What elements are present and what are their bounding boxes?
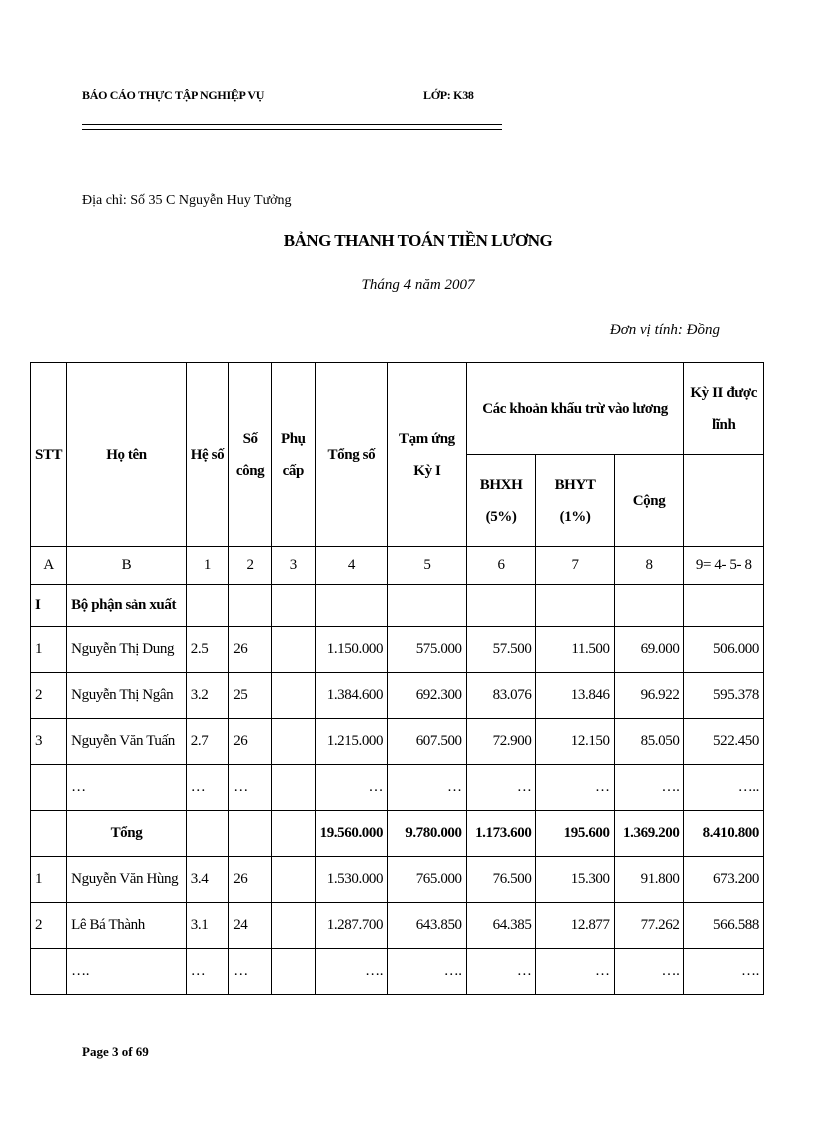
code-cell: 4 [315,547,388,585]
cell [271,719,315,765]
code-cell: 8 [614,547,684,585]
cell: 2 [31,903,67,949]
header-ky-ii: Kỳ II được lĩnh [684,363,764,455]
cell: 2.7 [186,719,228,765]
cell: 1.150.000 [315,627,388,673]
document-title: BẢNG THANH TOÁN TIỀN LƯƠNG [283,231,553,250]
cell: 673.200 [684,857,764,903]
header-tam-ung: Tạm ứng Kỳ I [388,363,467,547]
header-rule-bottom [82,129,502,130]
cell: … [229,765,272,811]
cell: 607.500 [388,719,467,765]
cell: 1 [31,857,67,903]
header-ky-ii-blank [684,455,764,547]
cell: 26 [229,857,272,903]
cell: 11.500 [536,627,614,673]
header-rule-top [82,124,502,125]
table-row [31,719,764,765]
cell [186,811,228,857]
report-header-left: BÁO CÁO THỰC TẬP NGHIỆP VỤ [82,88,265,102]
table-row-ellipsis [31,765,764,811]
payroll-table [30,362,764,995]
cell: Lê Bá Thành [67,903,187,949]
header-so-cong: Số công [229,363,272,547]
header-tong-so: Tổng số [315,363,388,547]
section-name: Bộ phận sản xuất [67,585,187,627]
cell [271,811,315,857]
cell: … [229,949,272,995]
table-row [31,903,764,949]
cell: 575.000 [388,627,467,673]
cell: 19.560.000 [315,811,388,857]
code-cell: B [67,547,187,585]
table-row-ellipsis [31,949,764,995]
header-khau-tru: Các khoản khấu trừ vào lương [466,363,684,455]
cell: 12.877 [536,903,614,949]
table-row [31,673,764,719]
code-cell: 7 [536,547,614,585]
document-subtitle: Tháng 4 năm 2007 [361,277,475,293]
table-row [31,857,764,903]
cell: 1.173.600 [466,811,536,857]
cell: 77.262 [614,903,684,949]
cell: 25 [229,673,272,719]
cell [271,903,315,949]
cell: 1.530.000 [315,857,388,903]
table-row [31,627,764,673]
code-cell: 9= 4- 5- 8 [684,547,764,585]
cell: …. [315,949,388,995]
cell: Nguyễn Thị Dung [67,627,187,673]
cell: ….. [684,765,764,811]
cell: 85.050 [614,719,684,765]
cell: 2.5 [186,627,228,673]
header-bhyt: BHYT (1%) [536,455,614,547]
cell: 3.2 [186,673,228,719]
cell: 643.850 [388,903,467,949]
cell: 72.900 [466,719,536,765]
cell: 595.378 [684,673,764,719]
cell: 76.500 [466,857,536,903]
header-bhxh: BHXH (5%) [466,455,536,547]
cell [31,811,67,857]
header-phu-cap: Phụ cấp [271,363,315,547]
cell: …. [67,949,187,995]
header-ho-ten: Họ tên [67,363,187,547]
cell: 1.287.700 [315,903,388,949]
cell [271,857,315,903]
cell: 69.000 [614,627,684,673]
cell [271,949,315,995]
cell [31,949,67,995]
cell: 26 [229,719,272,765]
cell: 8.410.800 [684,811,764,857]
cell: … [315,765,388,811]
header-cong: Cộng [614,455,684,547]
cell: 3.1 [186,903,228,949]
cell: … [186,765,228,811]
cell: 12.150 [536,719,614,765]
cell [271,673,315,719]
cell: 765.000 [388,857,467,903]
cell [229,811,272,857]
code-cell: 5 [388,547,467,585]
cell: 2 [31,673,67,719]
cell: … [466,949,536,995]
cell: …. [684,949,764,995]
report-header-class: LỚP: K38 [423,88,474,102]
cell: 9.780.000 [388,811,467,857]
cell: 91.800 [614,857,684,903]
cell: 1.369.200 [614,811,684,857]
cell: 692.300 [388,673,467,719]
code-cell: 6 [466,547,536,585]
cell: …. [614,949,684,995]
cell: Nguyễn Văn Tuấn [67,719,187,765]
cell [31,765,67,811]
cell: 1.384.600 [315,673,388,719]
cell: 195.600 [536,811,614,857]
cell: Nguyễn Văn Hùng [67,857,187,903]
section-row [31,585,764,627]
section-stt: I [31,585,67,627]
column-code-row [31,547,764,585]
cell: 83.076 [466,673,536,719]
cell: 13.846 [536,673,614,719]
total-row [31,811,764,857]
cell: Nguyễn Thị Ngân [67,673,187,719]
cell: 26 [229,627,272,673]
cell: … [388,765,467,811]
header-he-so: Hệ số [186,363,228,547]
cell: 1 [31,627,67,673]
cell: 15.300 [536,857,614,903]
header-stt: STT [31,363,67,547]
code-cell: 2 [229,547,272,585]
cell: … [466,765,536,811]
company-address: Địa chỉ: Số 35 C Nguyễn Huy Tưởng [82,193,292,208]
code-cell: A [31,547,67,585]
cell: 24 [229,903,272,949]
cell [271,627,315,673]
cell: 506.000 [684,627,764,673]
cell: …. [388,949,467,995]
cell: … [536,949,614,995]
cell: 64.385 [466,903,536,949]
cell: 3.4 [186,857,228,903]
cell: … [67,765,187,811]
cell: 566.588 [684,903,764,949]
cell: 522.450 [684,719,764,765]
cell: … [186,949,228,995]
page-number: Page 3 of 69 [82,1044,149,1059]
total-label: Tổng [67,811,187,857]
cell: … [536,765,614,811]
cell: 96.922 [614,673,684,719]
cell: 3 [31,719,67,765]
code-cell: 1 [186,547,228,585]
cell [271,765,315,811]
cell: 1.215.000 [315,719,388,765]
cell: …. [614,765,684,811]
currency-unit: Đơn vị tính: Đồng [609,322,720,338]
code-cell: 3 [271,547,315,585]
cell: 57.500 [466,627,536,673]
